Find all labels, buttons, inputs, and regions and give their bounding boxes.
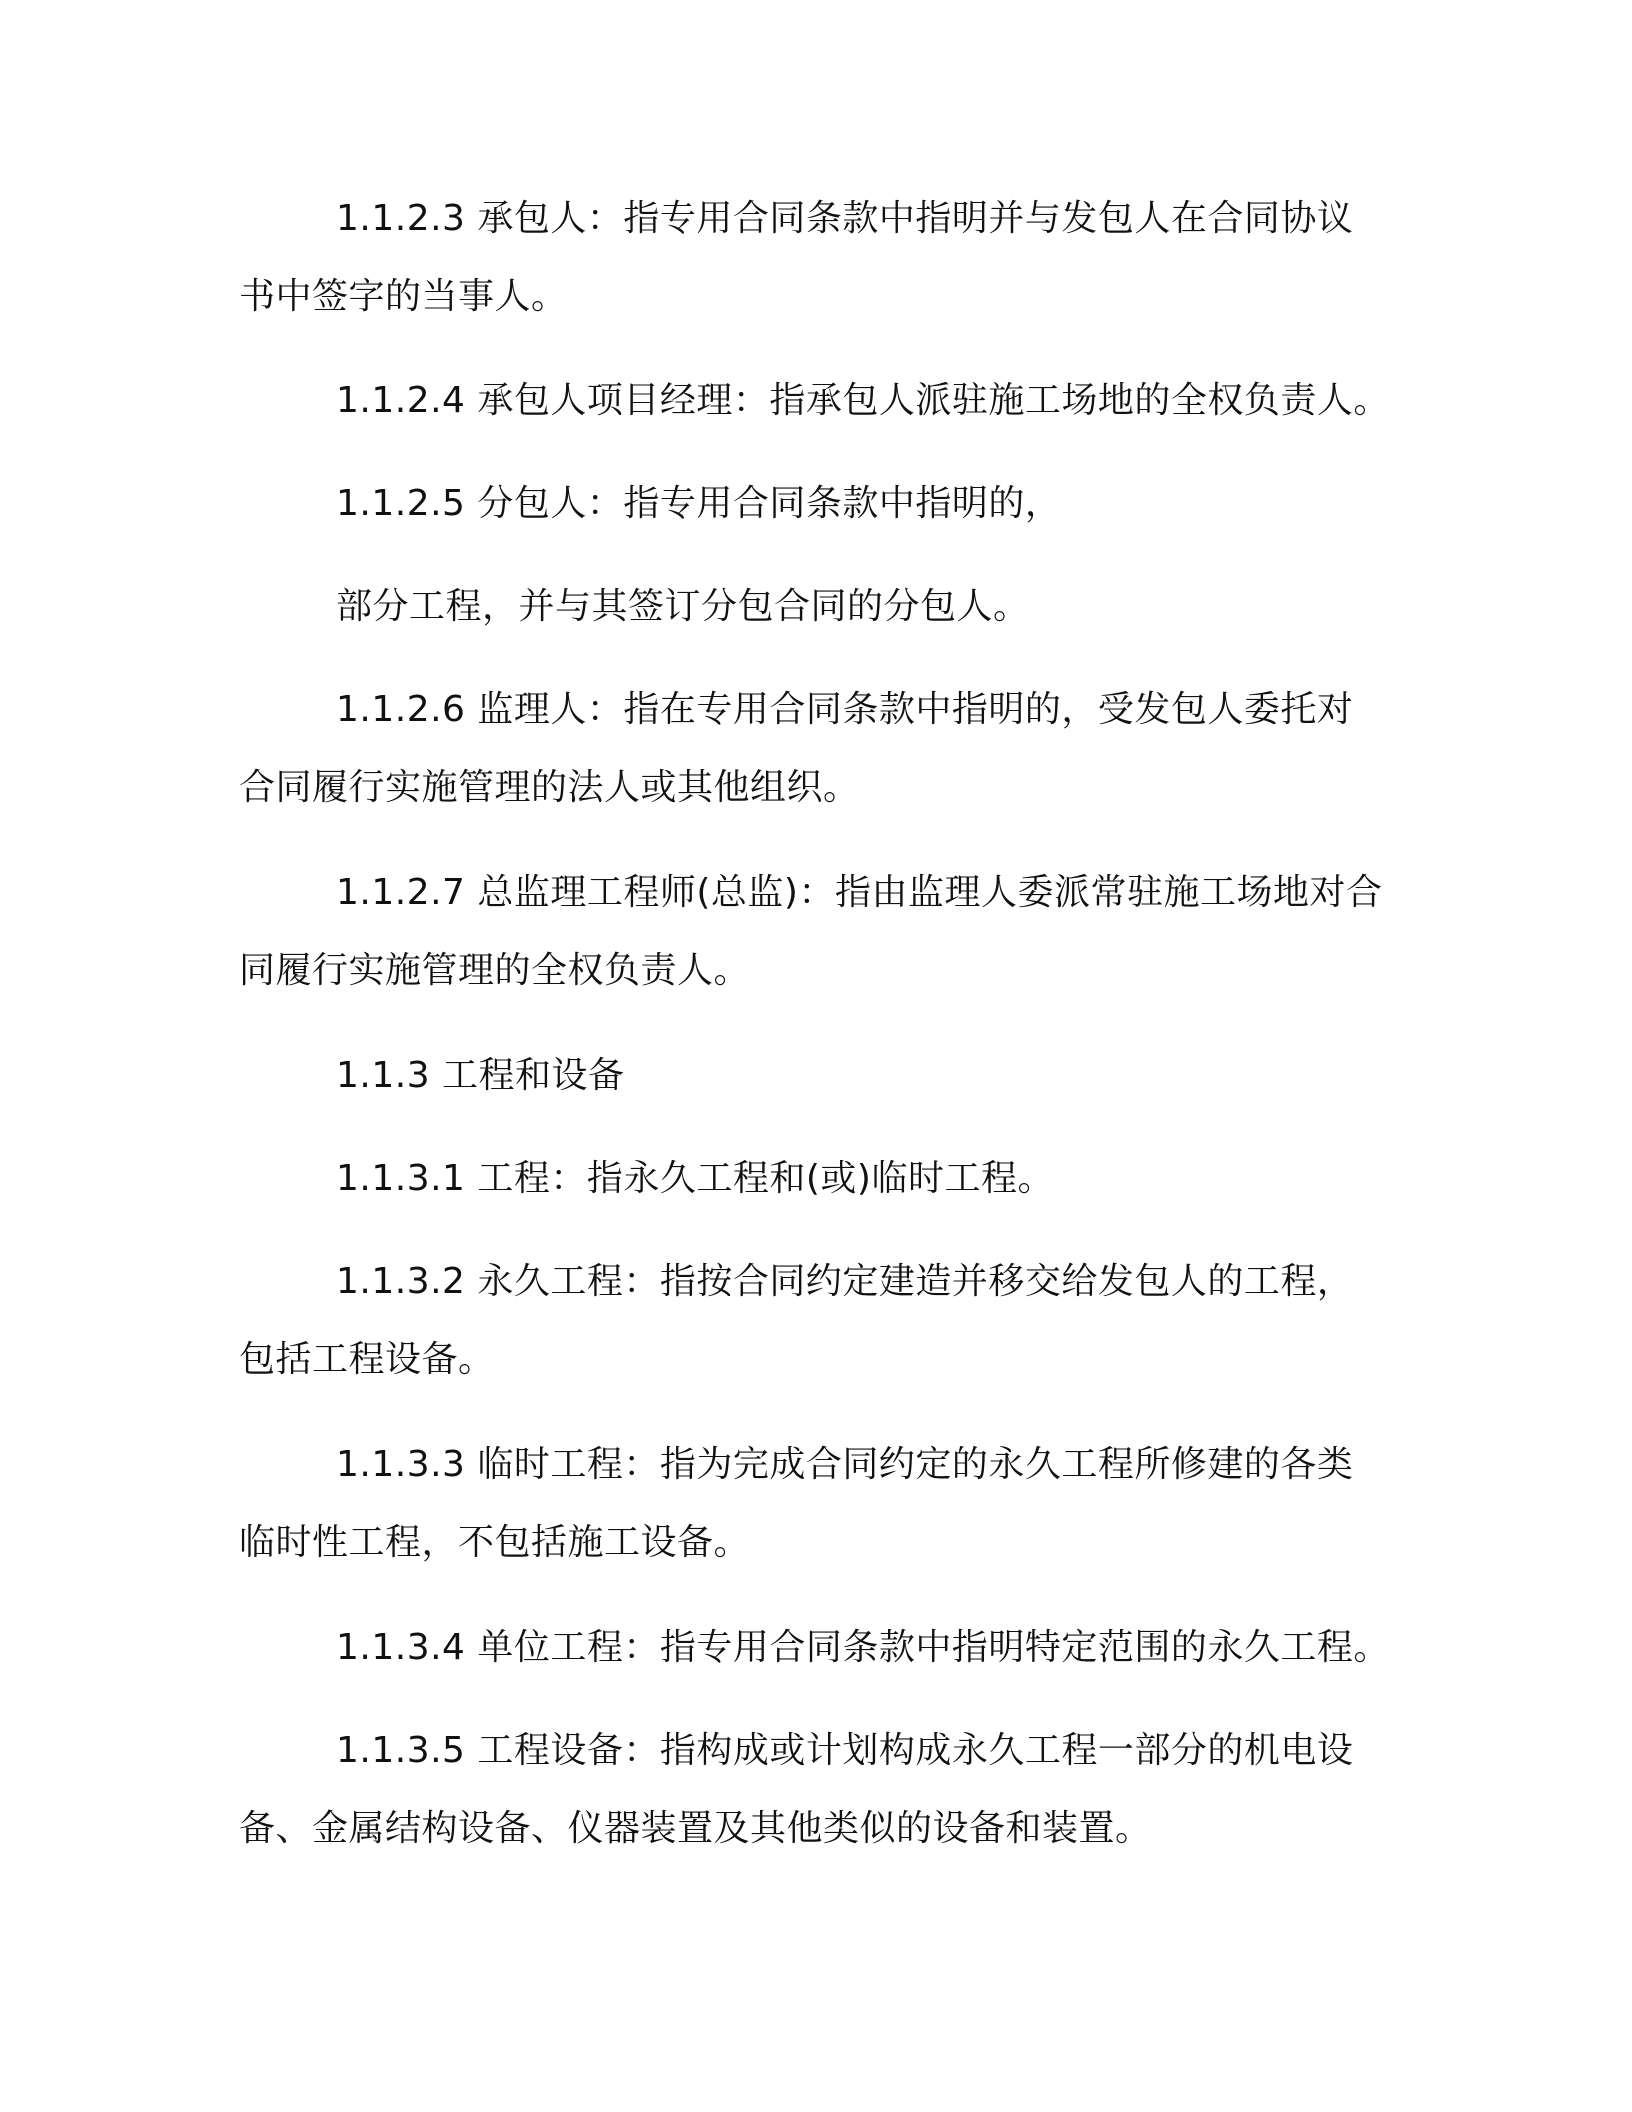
paragraph-line: 1.1.2.5 分包人：指专用合同条款中指明的，	[336, 483, 1062, 524]
clause-1-1-3-3-temporary-works	[239, 1426, 1409, 1582]
paragraph-line: 1.1.3.2 永久工程：指按合同约定建造并移交给发包人的工程，	[336, 1261, 1354, 1302]
paragraph-line: 1.1.3.1 工程：指永久工程和(或)临时工程。	[336, 1158, 1054, 1199]
clause-1-1-2-6-supervisor	[239, 671, 1409, 827]
paragraph-line: 合同履行实施管理的法人或其他组织。	[239, 767, 860, 808]
clause-1-1-3-5-equipment	[239, 1712, 1409, 1868]
paragraph-line: 1.1.2.7 总监理工程师(总监)：指由监理人委派常驻施工场地对合	[336, 872, 1383, 913]
paragraph-line: 1.1.3.4 单位工程：指专用合同条款中指明特定范围的永久工程。	[336, 1627, 1390, 1668]
clause-1-1-2-5-continuation	[239, 568, 1409, 646]
paragraph-line: 1.1.3.5 工程设备：指构成或计划构成永久工程一部分的机电设	[336, 1730, 1354, 1771]
section-heading: 1.1.3 工程和设备	[336, 1055, 625, 1096]
paragraph-line: 1.1.2.3 承包人：指专用合同条款中指明并与发包人在合同协议	[336, 198, 1354, 239]
paragraph-line: 同履行实施管理的全权负责人。	[239, 950, 751, 991]
paragraph-line: 部分工程，并与其签订分包合同的分包人。	[336, 586, 1030, 627]
paragraph-line: 1.1.2.4 承包人项目经理：指承包人派驻施工场地的全权负责人。	[336, 380, 1390, 421]
clause-1-1-2-3-contractor	[239, 180, 1409, 336]
section-heading-1-1-3	[239, 1037, 1409, 1115]
clause-1-1-2-5-subcontractor	[239, 465, 1409, 543]
paragraph-line: 1.1.2.6 监理人：指在专用合同条款中指明的，受发包人委托对	[336, 689, 1354, 730]
clause-1-1-3-1-works	[239, 1140, 1409, 1218]
paragraph-line: 包括工程设备。	[239, 1339, 495, 1380]
clause-1-1-3-2-permanent-works	[239, 1243, 1409, 1399]
clause-1-1-3-4-unit-works	[239, 1609, 1409, 1687]
clause-1-1-2-7-chief-supervisor	[239, 854, 1409, 1010]
paragraph-line: 书中签字的当事人。	[239, 276, 568, 317]
paragraph-line: 临时性工程，不包括施工设备。	[239, 1522, 751, 1563]
paragraph-line: 备、金属结构设备、仪器装置及其他类似的设备和装置。	[239, 1808, 1152, 1849]
clause-1-1-2-4-project-manager	[239, 362, 1409, 440]
paragraph-line: 1.1.3.3 临时工程：指为完成合同约定的永久工程所修建的各类	[336, 1444, 1354, 1485]
